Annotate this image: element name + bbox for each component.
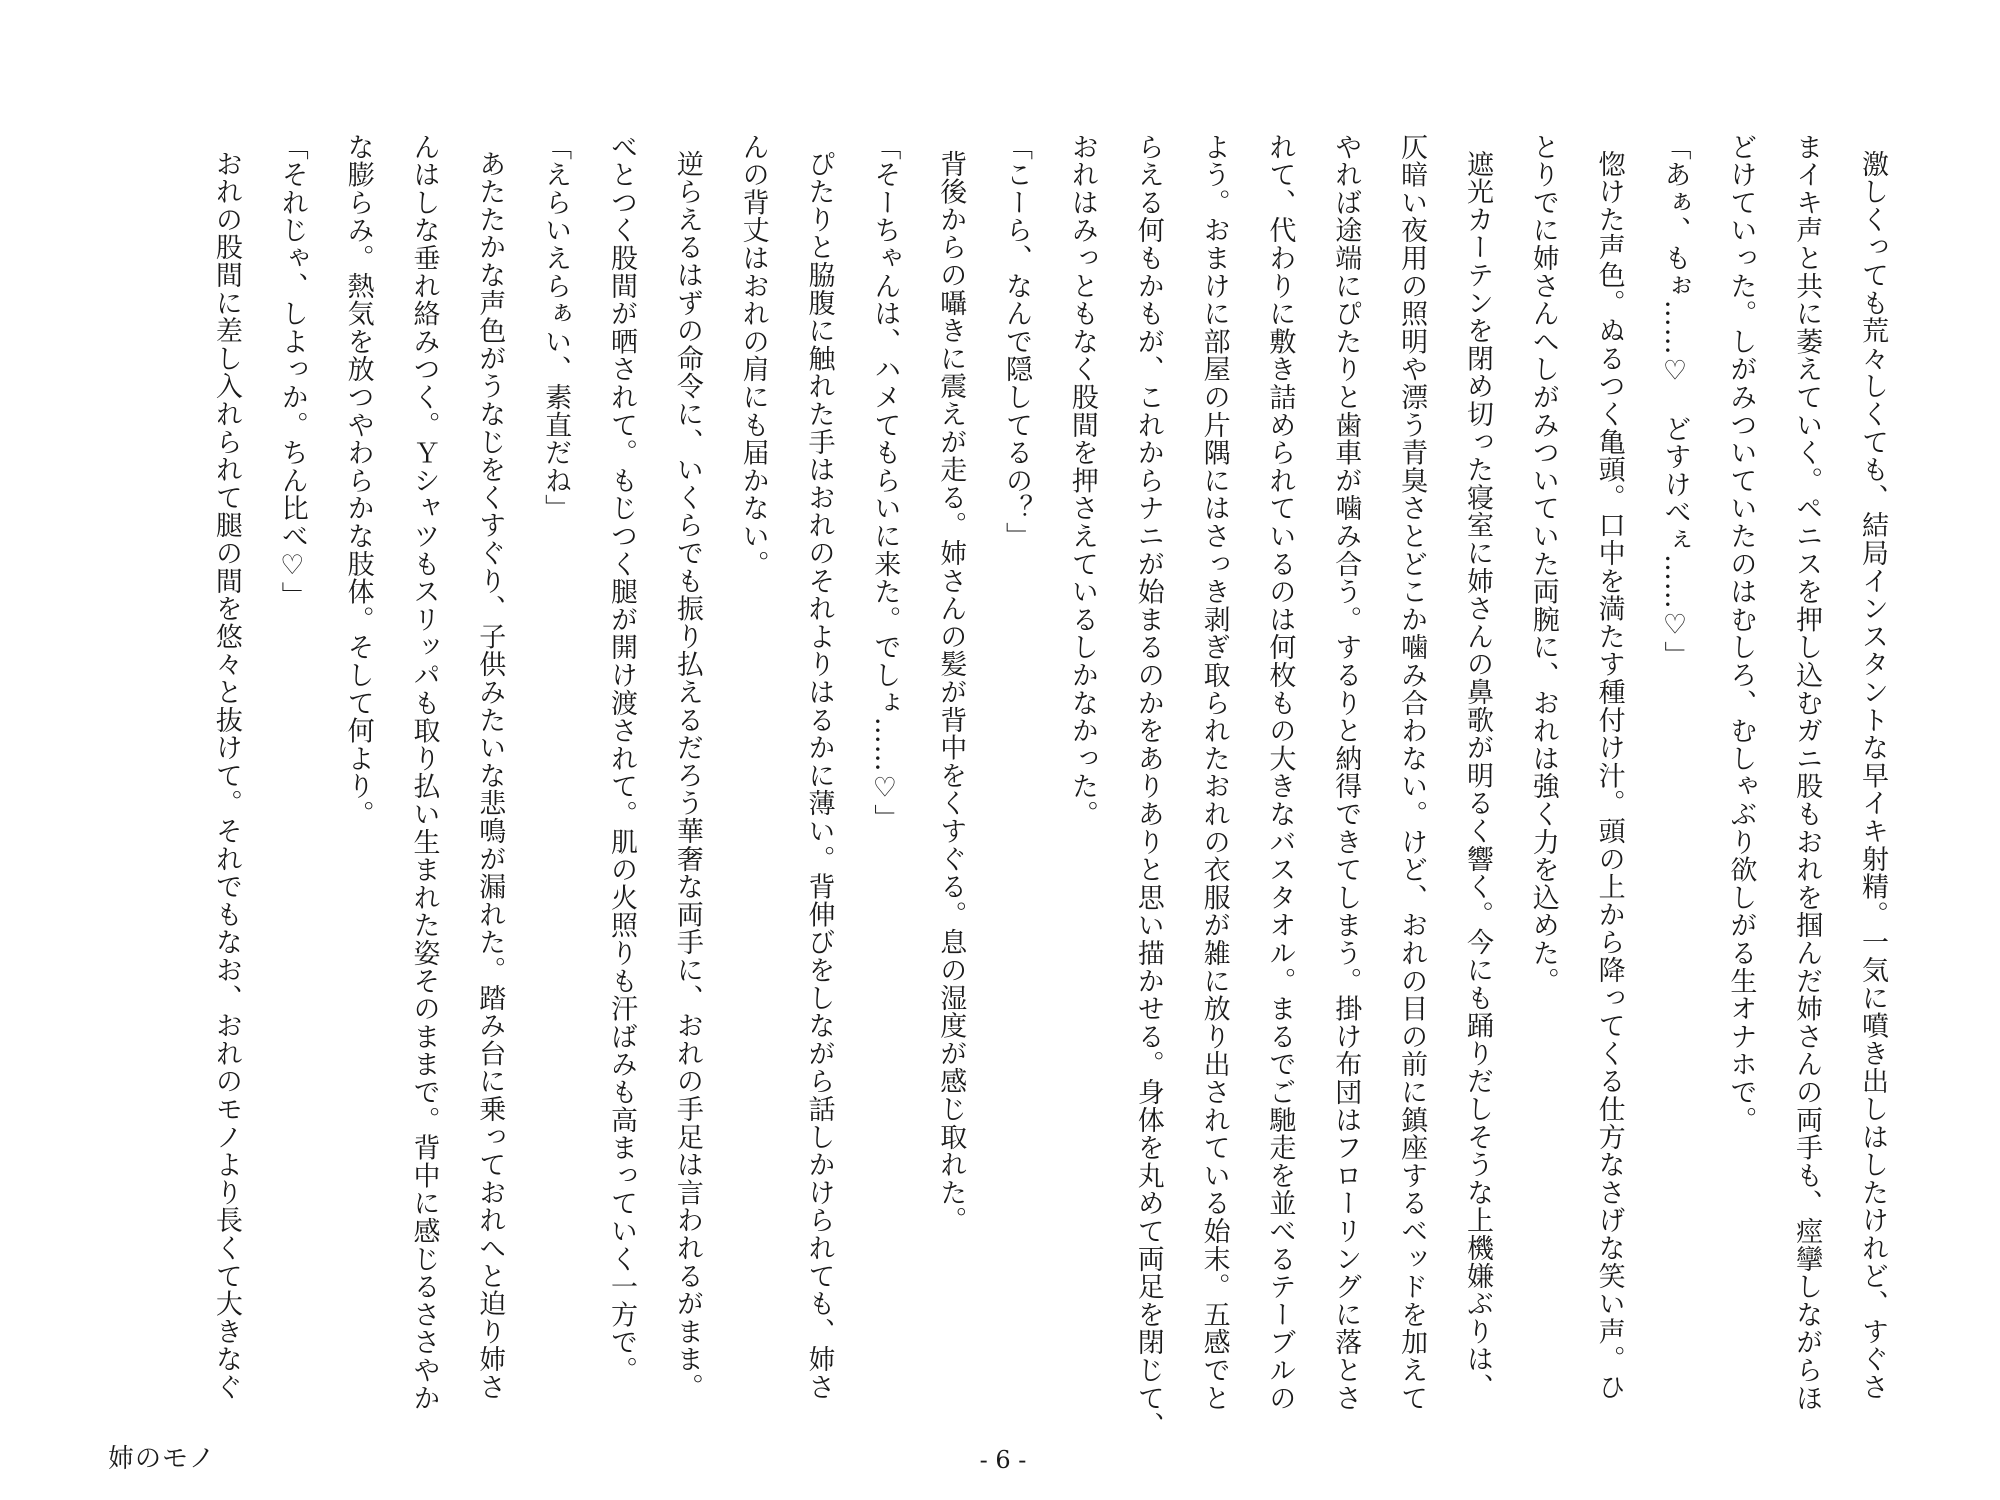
text-line: んの背丈はおれの肩にも届かない。 (737, 133, 769, 578)
text-line: 逆らえるはずの命令に、いくらでも振り払えるだろう華奢な両手に、おれの手足は言われるがまま。 (671, 149, 703, 1401)
text-line: やれば途端にぴたりと歯車が噛み合う。するりと納得できてしまう。掛け布団はフローリングに落とさ (1330, 133, 1362, 1412)
text-line: 「あぁ、もぉ……♡ どすけべぇ……♡」 (1659, 133, 1691, 670)
text-line: ぴたりと脇腹に触れた手はおれのそれよりはるかに薄い。背伸びをしながら話しかけられても、姉さ (803, 149, 835, 1401)
text-line: まイキ声と共に萎えていく。ペニスを押し込むガニ股もおれを掴んだ姉さんの両手も、痙攣しながらほ (1791, 133, 1823, 1412)
text-line: あたたかな声色がうなじをくすぐり、子供みたいな悲鳴が漏れた。踏み台に乗っておれへと迫り姉さ (474, 149, 506, 1401)
text-line: 惚けた声色。ぬるつく亀頭。口中を満たす種付け汁。頭の上から降ってくる仕方なさげな笑い声。ひ (1593, 149, 1625, 1401)
text-line: 「こーら、なんで隠してるの？」 (1001, 133, 1033, 550)
footer-book-title: 姉のモノ (108, 1444, 216, 1474)
page-number: - 6 - (979, 1446, 1027, 1474)
text-line: 激しくっても荒々しくても、結局インスタントな早イキ射精。一気に噴き出しはしたけれど、すぐさ (1857, 149, 1888, 1401)
text-line: な膨らみ。熱気を放つやわらかな肢体。そして何より。 (342, 133, 374, 828)
text-line: 背後からの囁きに震えが走る。姉さんの髪が背中をくすぐる。息の湿度が感じ取れた。 (935, 149, 967, 1234)
text-line: 仄暗い夜用の照明や漂う青臭さとどこか噛み合わない。けど、おれの目の前に鎮座するベッドを加えて (1396, 133, 1428, 1412)
text-line: 「えらいえらぁい、素直だね」 (540, 133, 572, 523)
vertical-text-body (127, 133, 1905, 1440)
text-line: れて、代わりに敷き詰められているのは何枚もの大きなバスタオル。まるでご馳走を並べるテーブルの (1264, 133, 1296, 1412)
text-line: とりでに姉さんへしがみついていた両腕に、おれは強く力を込めた。 (1527, 133, 1559, 995)
text-line: おれはみっともなく股間を押さえているしかなかった。 (1066, 133, 1098, 828)
text-line: 遮光カーテンを閉め切った寝室に姉さんの鼻歌が明るく響く。今にも踊りだしそうな上機嫌ぶりは、 (1461, 149, 1493, 1401)
text-line: よう。おまけに部屋の片隅にはさっき剥ぎ取られたおれの衣服が雑に放り出されている始末。五感でと (1198, 133, 1230, 1412)
text-line: 「それじゃ、しよっか。ちん比べ♡」 (276, 133, 308, 610)
text-line: らえる何もかもが、これからナニが始まるのかをありありと思い描かせる。身体を丸めて両足を閉じて、 (1132, 133, 1164, 1440)
text-line: べとつく股間が晒されて。もじつく腿が開け渡されて。肌の火照りも汗ばみも高まっていく一方で。 (605, 133, 637, 1384)
text-line: おれの股間に差し入れられて腿の間を悠々と抜けて。それでもなお、おれのモノより長くて大きなぐ (210, 149, 242, 1401)
text-line: どけていった。しがみついていたのはむしろ、むしゃぶり欲しがる生オナホで。 (1725, 133, 1757, 1134)
text-line: 「そーちゃんは、ハメてもらいに来た。でしょ……♡」 (869, 133, 901, 832)
text-line: んはしな垂れ絡みつく。Ｙシャツもスリッパも取り払い生まれた姿そのままで。背中に感じるささやか (408, 133, 440, 1412)
